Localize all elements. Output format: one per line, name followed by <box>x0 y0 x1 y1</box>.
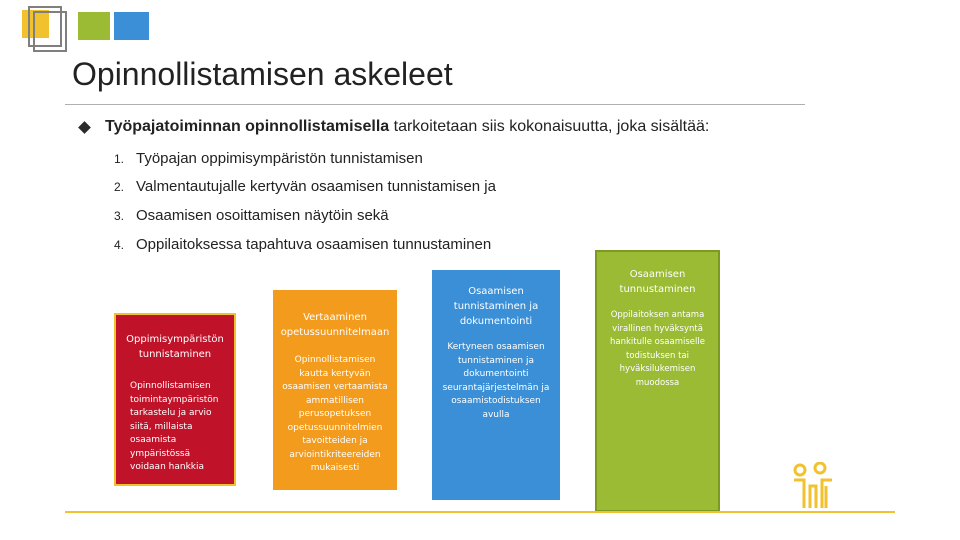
step-body: Kertyneen osaamisen tunnistaminen ja dokumentointi seurantajärjestelmän ja osaamistodistuksen avulla <box>442 342 550 420</box>
intro-bold: Työpajatoiminnan opinnollistamisella <box>105 118 390 135</box>
title-divider <box>65 104 805 105</box>
people-logo-icon <box>790 462 835 510</box>
list-item <box>114 178 496 195</box>
step-title: Oppimisympäristön tunnistaminen <box>126 334 224 360</box>
slide-title: Opinnollistamisen askeleet <box>72 56 453 92</box>
bottom-divider <box>65 511 895 513</box>
list-text: Osaamisen osoittamisen näytöin sekä <box>136 207 389 224</box>
step-title: Vertaaminen opetussuunnitelmaan <box>280 312 390 338</box>
list-number: 4. <box>114 238 125 252</box>
step-title: Osaamisen tunnistaminen ja dokumentointi <box>453 286 539 327</box>
list-number: 1. <box>114 152 125 166</box>
decor-green-square <box>78 12 110 40</box>
step-title: Osaamisen tunnustaminen <box>619 269 696 295</box>
list-text: Valmentautujalle kertyvän osaamisen tunnistamisen ja <box>136 178 496 195</box>
intro-rest: tarkoitetaan siis kokonaisuutta, joka sisältää: <box>389 118 710 135</box>
list-item <box>114 207 389 224</box>
step-body: Opinnollistamisen kautta kertyvän osaamisen vertaamista ammatillisen perusopetuksen opetussuunnitelmien tavoitteiden ja arviointikriteereiden mukaisesti <box>282 355 388 473</box>
step-body: Opinnollistamisen toimintaympäristön tarkastelu ja arvio siitä, millaista osaamista ympäristössä voidaan hankkia <box>130 381 219 472</box>
list-item <box>114 150 423 167</box>
list-number: 3. <box>114 209 125 223</box>
decor-blue-square <box>114 12 149 40</box>
diamond-bullet-icon <box>78 121 91 134</box>
step-box-competence-recognition <box>595 250 720 512</box>
step-box-learning-environment <box>114 313 236 486</box>
step-box-curriculum-comparison <box>273 290 397 490</box>
step-body: Oppilaitoksen antama virallinen hyväksyntä hankitulle osaamiselle todistuksen tai hyväksilukemisen muodossa <box>610 310 705 388</box>
list-text: Oppilaitoksessa tapahtuva osaamisen tunnustaminen <box>136 236 492 253</box>
list-text: Työpajan oppimisympäristön tunnistamisen <box>136 150 423 167</box>
decor-frame-square-2 <box>33 11 67 52</box>
intro-text <box>105 118 709 136</box>
list-number: 2. <box>114 180 125 194</box>
step-box-competence-documentation <box>432 270 560 500</box>
list-item <box>114 236 491 253</box>
